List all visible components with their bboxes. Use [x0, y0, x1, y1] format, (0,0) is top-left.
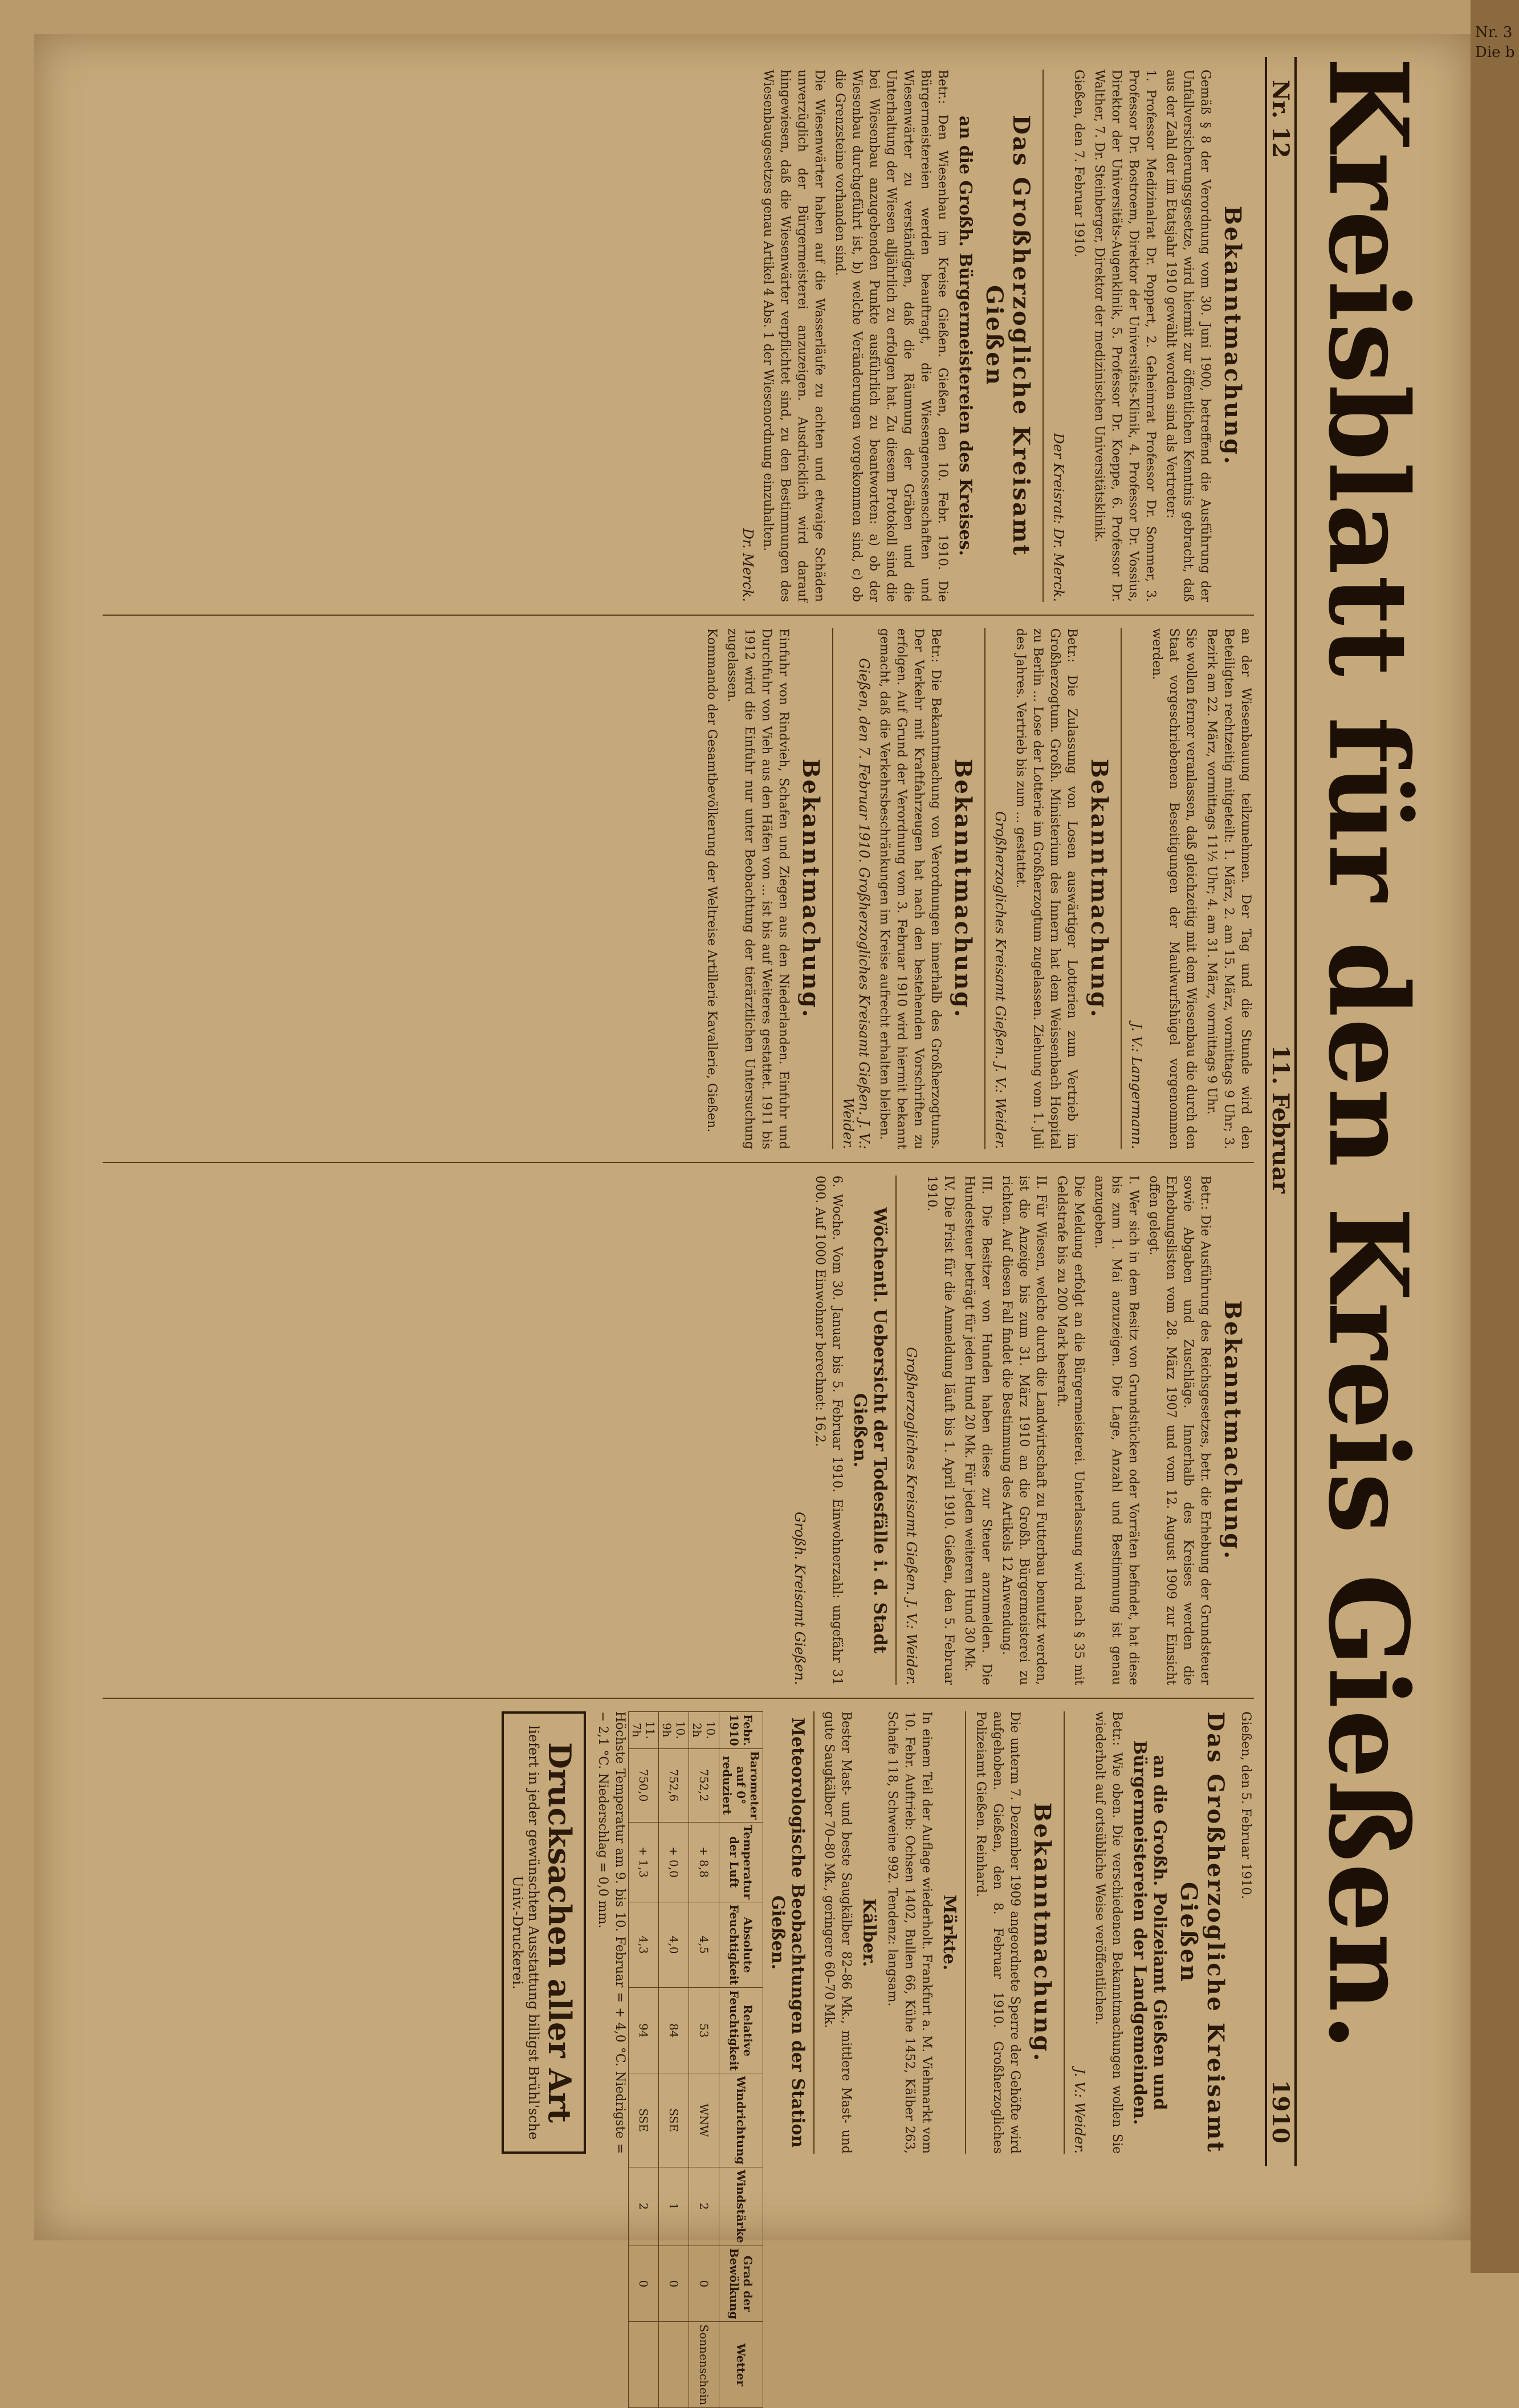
table-cell	[629, 2322, 659, 2408]
divider	[1042, 70, 1044, 602]
paragraph: 6. Woche. Vom 30. Januar bis 5. Februar 1910. Einwohnerzahl: ungefähr 31 000. Auf 1000 Einwohner berechnet: 16,2.	[813, 1175, 844, 1685]
advertisement	[502, 1711, 586, 2154]
weather-table-body	[629, 1712, 719, 2408]
ad-headline: Drucksachen aller Art	[541, 1742, 578, 2123]
heading: Bekanntmachung.	[1219, 1300, 1246, 1561]
heading: Das Großherzogliche Kreisamt Gießen	[981, 115, 1035, 557]
paragraph: II. Für Wiesen, welche durch die Landwirtschaft zu Futterbau benutzt werden, ist die Anzeige bis zum 31. März 1910 an die Großh. Bürgermeisterei zu richten. Auf diesen Fall findet die Bestimmung des Artikels 12 Anwendung.	[1000, 1175, 1048, 1685]
paragraph: I. Wer sich in dem Besitz von Grundstücken oder Vorräten befindet, hat diese bis zum 1. Mai anzuzeigen. Die Lage, Anzahl und Bestimmung ist genau anzugeben.	[1092, 1175, 1141, 1685]
table-header-cell: Wetter	[719, 2322, 763, 2408]
table-row	[659, 1712, 689, 2408]
divider	[813, 1711, 815, 2154]
table-cell: 752,2	[689, 1748, 719, 1822]
table-cell: 11. 7h	[629, 1712, 659, 1749]
heading: Das Großherzogliche Kreisamt Gießen	[1175, 1711, 1229, 2154]
heading: Bekanntmachung.	[1219, 205, 1246, 466]
weather-table-header	[719, 1712, 763, 2408]
table-cell: 0	[689, 2246, 719, 2322]
signature: Der Kreisrat: Dr. Merck.	[1050, 433, 1066, 602]
signature: Dr. Merck.	[740, 528, 756, 602]
paragraph: Gießen, den 7. Februar 1910.	[1072, 70, 1086, 258]
signature: J. V.: Langermann.	[1129, 1023, 1145, 1149]
masthead	[1300, 57, 1432, 2166]
paragraph: IV. Die Frist für die Anmeldung läuft bis 1. April 1910. Gießen, den 5. Februar 1910.	[925, 1175, 956, 1685]
table-cell: 1	[659, 2167, 689, 2246]
subheading: an die Großh. Bürgermeistereien des Kreises.	[955, 115, 975, 556]
table-header-cell: Grad der Bewölkung	[719, 2246, 763, 2322]
table-row	[689, 1712, 719, 2408]
heading: Bekanntmachung.	[950, 758, 976, 1019]
divider	[895, 1175, 897, 1685]
table-row	[629, 1712, 659, 2408]
paragraph: Gießen, den 5. Februar 1910.	[1239, 1711, 1253, 1899]
table-cell: 4,5	[689, 1902, 719, 1987]
signature: Großh. Kreisamt Gießen.	[792, 1511, 808, 1685]
divider	[1064, 1711, 1065, 2154]
paragraph: Höchste Temperatur am 9. bis 10. Februar = + 4,0 °C. Niedrigste = − 2,1 °C. Niederschlag = 0,0 mm.	[596, 1711, 627, 2154]
table-cell: 4,3	[629, 1902, 659, 1987]
table-cell: Sonnenschein	[689, 2322, 719, 2408]
table-cell: + 0,0	[659, 1822, 689, 1902]
table-header-cell: Windrichtung	[719, 2073, 763, 2167]
issue-year: 1910	[1267, 2080, 1294, 2143]
table-cell: 752,6	[659, 1748, 689, 1822]
table-cell: 0	[629, 2246, 659, 2322]
table-cell: 10. 9h	[659, 1712, 689, 1749]
table-cell: 53	[689, 1988, 719, 2073]
table-header-cell: Barometer auf 0° reduziert	[719, 1748, 763, 1822]
paragraph: Betr.: Die Zulassung von Losen auswärtiger Lotterien zum Vertrieb im Großherzogtum. Großh. Ministerium des Innern hat dem Weissenbach Hospital zu Berlin ... Lose der Lotterie im Großherzogtum zugelassen. Ziehung vom 1. Juli des Jahres. Vertrieb bis zum ... gestattet.	[1013, 628, 1079, 1149]
dateline	[1265, 57, 1297, 2166]
paragraph: Die Meldung erfolgt an die Bürgermeisterei. Unterlassung wird nach § 35 mit Geldstrafe bis zu 200 Mark bestraft.	[1054, 1175, 1086, 1685]
heading: Meteorologische Beobachtungen der Station Gießen.	[768, 1717, 808, 2148]
heading: Wöchentl. Uebersicht der Todesfälle i. d. Stadt Gießen.	[850, 1207, 890, 1654]
signature: Großherzogliches Kreisamt Gießen. J. V.: Weider.	[992, 811, 1008, 1149]
heading: Bekanntmachung.	[1086, 758, 1113, 1019]
columns	[103, 57, 1254, 2406]
paragraph: III. Die Besitzer von Hunden haben diese zur Steuer anzumelden. Die Hundesteuer beträgt für jeden Hund 20 Mk. Für jeden weiteren Hund 30 Mk.	[962, 1175, 993, 1685]
paragraph: Die unterm 7. Dezember 1909 angeordnete Sperre der Gehöfte wird aufgehoben. Gießen, den 8. Februar 1910. Großherzogliches Polizeiamt Gießen. Reinhard.	[974, 1711, 1022, 2154]
column-3	[103, 1163, 1254, 1699]
adjacent-page-edge	[1471, 0, 1519, 2273]
column-2	[103, 616, 1254, 1163]
table-cell: + 1,3	[629, 1822, 659, 1902]
table-cell: + 8,8	[689, 1822, 719, 1902]
newspaper-page	[34, 34, 1471, 2406]
issue-date: 11. Februar	[1267, 1044, 1294, 1194]
table-cell: WNW	[689, 2073, 719, 2167]
column-1	[103, 57, 1254, 616]
column-4	[103, 1699, 1254, 2406]
ad-text: liefert in jeder gewünschten Ausstattung billigst Brühl'sche Univ.-Druckerei.	[510, 1725, 541, 2140]
table-cell: 94	[629, 1988, 659, 2073]
paragraph: Betr.: Die Bekanntmachung von Verordnungen innerhalb des Großherzogtums. Der Verkehr mit Kraftfahrzeugen hat nach den bestehenden Vorschriften zu erfolgen. Auf Grund der Verordnung vom 3. Februar 1910 wird hiermit bekannt gemacht, daß die Verkehrsbeschränkungen im Kreise aufrecht erhalten bleiben.	[877, 628, 943, 1149]
edge-text: Nr. 3 Die b	[1475, 24, 1515, 62]
table-cell: 10. 2h	[689, 1712, 719, 1749]
paragraph: Einfuhr von Rindvieh, Schafen und Ziegen aus den Niederlanden. Einfuhr und Durchfuhr von Vieh aus den Häfen von ... ist bis auf Weiteres gestattet. 1911 bis 1912 wird die Einfuhr nur unter Beobachtung der tierärztlichen Untersuchung zugelassen.	[725, 628, 791, 1149]
heading: Kälber.	[859, 1898, 879, 1967]
table-header-cell: Relative Feuchtigkeit	[719, 1988, 763, 2073]
paragraph: Sie wollen ferner veranlassen, daß gleichzeitig mit dem Wiesenbau die durch den Staat vorgeschriebenen Beseitigungen der Maulwurfshügel vorgenommen werden.	[1150, 628, 1198, 1149]
issue-number: Nr. 12	[1267, 80, 1294, 158]
divider	[832, 628, 833, 1149]
table-header-cell: Windstärke	[719, 2167, 763, 2246]
heading: Bekanntmachung.	[1029, 1802, 1056, 2063]
subheading: an die Großh. Polizeiamt Gießen und Bürgermeistereien der Landgemeinden.	[1130, 1740, 1170, 2125]
signature: J. V.: Weider.	[1072, 2068, 1088, 2154]
weather-table	[628, 1711, 763, 2408]
table-cell: 750,0	[629, 1748, 659, 1822]
signature: Gießen, den 7. Februar 1910. Großherzogliches Kreisamt Gießen. J. V.: Weider.	[840, 658, 872, 1149]
table-header-cell: Febr. 1910	[719, 1712, 763, 1749]
table-cell	[659, 2322, 689, 2408]
paragraph: 1. Professor Medizinalrat Dr. Poppert, 2. Geheimrat Professor Dr. Sommer, 3. Professor Dr. Bostroem, Direktor der Universitäts-Klinik, 4. Professor Dr. Vossius, Direktor der Universitäts-Augenklinik, 5. Professor Dr. Koeppe, 6. Professor Dr. Walther, 7. Dr. Steinberger, Direktor der medizinischen Universitätsklinik.	[1092, 70, 1158, 602]
paragraph: Betr.: Die Ausführung des Reichsgesetzes, betr. die Erhebung der Grundsteuer sowie Abgaben und Zuschläge. Innerhalb des Kreises werden die Erhebungslisten vom 28. März 1907 und vom 12. August 1909 zur Einsicht offen gelegt.	[1147, 1175, 1212, 1685]
divider	[1121, 628, 1122, 1149]
paragraph: Kommando der Gesamtbevölkerung der Weltreise Artillerie Kavallerie, Gießen.	[704, 628, 719, 1133]
signature: Großherzogliches Kreisamt Gießen. J. V.: Weider.	[903, 1347, 919, 1685]
table-cell: 2	[629, 2167, 659, 2246]
table-cell: 84	[659, 1988, 689, 2073]
paragraph: Betr.: Den Wiesenbau im Kreise Gießen. Gießen, den 10. Febr. 1910. Die Bürgermeistereien werden beauftragt, die Wiesengenossenschaften und Wiesenwärter zu verständigen, daß die Räumung der Gräben und die Unterhaltung der Wiesen alljährlich zu erfolgen hat. Zu diesem Protokoll sind die bei Wiesenbau anzugebenden Punkte ausführlich zu beantworten: a) ob der Wiesenbau durchgeführt ist, b) welche Veränderungen vorgekommen sind, c) ob die Grenzsteine vorhanden sind.	[833, 70, 950, 602]
paragraph: In einem Teil der Auflage wiederholt. Frankfurt a. M. Viehmarkt vom 10. Febr. Auftrieb: Ochsen 1402, Bullen 66, Kühe 1452, Kälber 263, Schafe 118, Schweine 992. Tendenz: langsam.	[885, 1711, 934, 2154]
paragraph: Die Wiesenwärter haben auf die Wasserläufe zu achten und etwaige Schäden unverzüglich der Bürgermeisterei anzuzeigen. Ausdrücklich wird darauf hingewiesen, daß die Wiesenwärter verpflichtet sind, zu den Bestimmungen des Wiesenbaugesetzes genau Artikel 4 Abs. 1 der Wiesenordnung einzuhalten.	[761, 70, 826, 602]
table-cell: 2	[689, 2167, 719, 2246]
paragraph: Bester Mast- und beste Saugkälber 82–86 Mk., mittlere Mast- und gute Saugkälber 70–80 Mk., geringere 60–70 Mk.	[822, 1711, 853, 2154]
table-cell: 0	[659, 2246, 689, 2322]
heading: Bekanntmachung.	[797, 758, 824, 1019]
newspaper-title: Kreisblatt für den Kreis Gießen.	[1305, 57, 1432, 2052]
table-cell: 4,0	[659, 1902, 689, 1987]
rotated-sheet	[80, 34, 1436, 2406]
paragraph: Betr.: Wie oben. Die verschiedenen Bekanntmachungen wollen Sie wiederholt auf ortsübliche Weise veröffentlichen.	[1093, 1711, 1124, 2154]
paragraph: Gemäß § 8 der Verordnung vom 30. Juni 1900, betreffend die Ausführung der Unfallversicherungsgesetze, wird hiermit zur öffentlichen Kenntnis gebracht, daß aus der Zahl der im Etatsjahr 1910 gewählt worden sind als Vertreter:	[1164, 70, 1212, 602]
divider	[984, 628, 985, 1149]
table-header-cell: Temperatur der Luft	[719, 1822, 763, 1902]
paragraph: an der Wiesenbauung teilzunehmen. Der Tag und die Stunde wird den Beteiligten rechtzeitig mitgeteilt: 1. März, 2. am 15. März, vormittags 9 Uhr; 3. Bezirk am 22. März, vormittags 11½ Uhr; 4. am 31. März, vormittags 9 Uhr.	[1204, 628, 1253, 1149]
table-cell: SSE	[659, 2073, 689, 2167]
table-header-cell: Absolute Feuchtigkeit	[719, 1902, 763, 1987]
table-cell: SSE	[629, 2073, 659, 2167]
heading: Märkte.	[939, 1894, 959, 1971]
divider	[965, 1711, 966, 2154]
